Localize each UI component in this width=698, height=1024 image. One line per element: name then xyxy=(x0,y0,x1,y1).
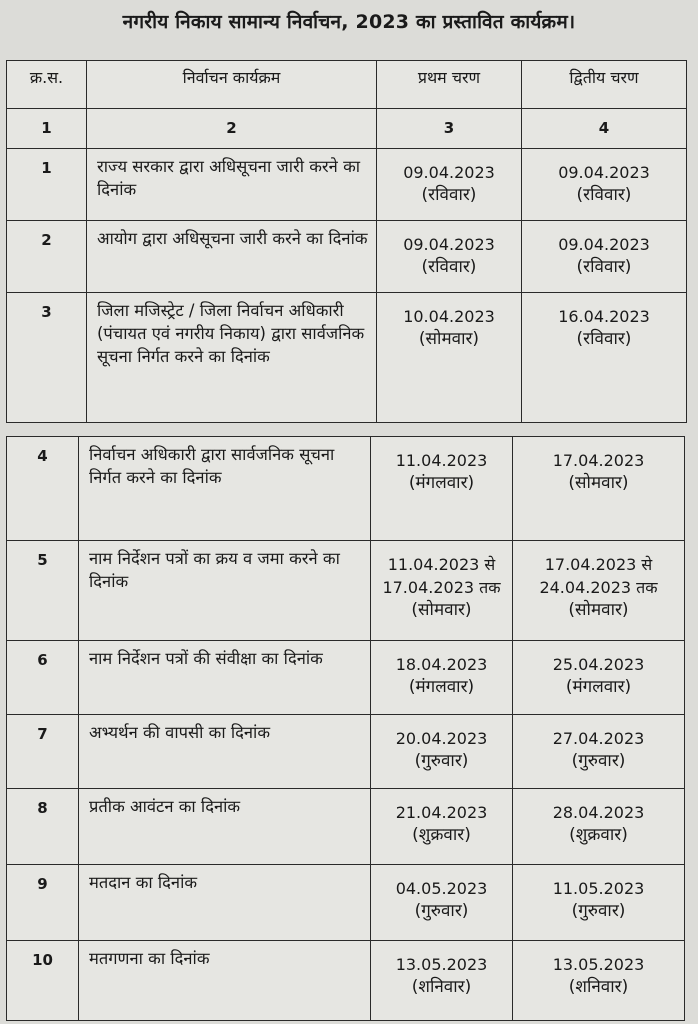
phase2-cell xyxy=(513,541,685,641)
column-index: 3 xyxy=(377,109,522,149)
phase1-day: (मंगलवार) xyxy=(408,473,475,493)
phase1-cell xyxy=(371,941,513,1021)
phase2-cell xyxy=(522,221,687,293)
table-row xyxy=(7,221,687,293)
phase1-date: 20.04.2023 xyxy=(395,729,488,748)
phase1-cell xyxy=(371,715,513,789)
row-description: निर्वाचन अधिकारी द्वारा सार्वजनिक सूचना निर्गत करने का दिनांक xyxy=(79,437,371,541)
phase2-cell xyxy=(513,437,685,541)
row-description: राज्य सरकार द्वारा अधिसूचना जारी करने का दिनांक xyxy=(87,149,377,221)
phase2-day: (गुरुवार) xyxy=(571,751,626,771)
row-description: नाम निर्देशन पत्रों का क्रय व जमा करने का दिनांक xyxy=(79,541,371,641)
table-row xyxy=(7,715,685,789)
phase2-date: 13.05.2023 xyxy=(552,955,645,974)
phase2-date: 17.04.2023 xyxy=(552,451,645,470)
row-description: मतगणना का दिनांक xyxy=(79,941,371,1021)
phase1-date: 09.04.2023 xyxy=(403,163,495,182)
row-description: प्रतीक आवंटन का दिनांक xyxy=(79,789,371,865)
phase2-cell xyxy=(513,789,685,865)
phase1-cell xyxy=(371,865,513,941)
phase1-cell xyxy=(371,641,513,715)
phase2-date: 09.04.2023 xyxy=(558,163,650,182)
header-phase1: प्रथम चरण xyxy=(377,61,522,109)
row-number: 4 xyxy=(7,437,79,541)
phase2-cell xyxy=(522,293,687,423)
phase2-date: 25.04.2023 xyxy=(552,655,645,674)
header-sno: क्र.स. xyxy=(7,61,87,109)
phase1-day: (शुक्रवार) xyxy=(412,825,471,845)
row-description: जिला मजिस्ट्रेट / जिला निर्वाचन अधिकारी (पंचायत एवं नगरीय निकाय) द्वारा सार्वजनिक सूचना निर्गत करने का दिनांक xyxy=(87,293,377,423)
table-row xyxy=(7,789,685,865)
phase1-cell xyxy=(371,437,513,541)
phase1-day: (रविवार) xyxy=(421,185,477,205)
row-number: 2 xyxy=(7,221,87,293)
row-description: नाम निर्देशन पत्रों की संवीक्षा का दिनांक xyxy=(79,641,371,715)
schedule-table-part-1 xyxy=(6,60,687,423)
table-row xyxy=(7,149,687,221)
phase2-date: 16.04.2023 xyxy=(558,307,650,326)
phase2-cell xyxy=(513,715,685,789)
phase1-day: (सोमवार) xyxy=(418,329,480,349)
phase1-day: (गुरुवार) xyxy=(414,901,469,921)
phase1-cell xyxy=(371,789,513,865)
row-description: मतदान का दिनांक xyxy=(79,865,371,941)
phase2-day: (मंगलवार) xyxy=(565,677,632,697)
header-program: निर्वाचन कार्यक्रम xyxy=(87,61,377,109)
phase1-cell xyxy=(377,221,522,293)
phase1-day: (रविवार) xyxy=(421,257,477,277)
phase2-day: (रविवार) xyxy=(576,329,632,349)
phase1-date: 13.05.2023 xyxy=(395,955,488,974)
phase1-day: (शनिवार) xyxy=(411,977,472,997)
table-row xyxy=(7,437,685,541)
phase2-date: 11.05.2023 xyxy=(552,879,645,898)
row-number: 9 xyxy=(7,865,79,941)
phase1-date: 11.04.2023 xyxy=(395,451,488,470)
header-phase2: द्वितीय चरण xyxy=(522,61,687,109)
row-description: आयोग द्वारा अधिसूचना जारी करने का दिनांक xyxy=(87,221,377,293)
phase1-day: (सोमवार) xyxy=(411,600,472,620)
column-index: 2 xyxy=(87,109,377,149)
phase1-date: 18.04.2023 xyxy=(395,655,488,674)
row-number: 5 xyxy=(7,541,79,641)
phase1-cell xyxy=(377,293,522,423)
table-row xyxy=(7,293,687,423)
schedule-table-part-2 xyxy=(6,436,685,1021)
table-row xyxy=(7,541,685,641)
phase2-date: 27.04.2023 xyxy=(552,729,645,748)
phase1-cell xyxy=(371,541,513,641)
row-number: 1 xyxy=(7,149,87,221)
page-title: नगरीय निकाय सामान्य निर्वाचन, 2023 का प्रस्तावित कार्यक्रम। xyxy=(122,11,576,33)
phase1-date: 21.04.2023 xyxy=(395,803,488,822)
table-row xyxy=(7,941,685,1021)
row-number: 10 xyxy=(7,941,79,1021)
phase2-day: (गुरुवार) xyxy=(571,901,626,921)
row-number: 6 xyxy=(7,641,79,715)
phase1-date: 10.04.2023 xyxy=(403,307,495,326)
phase2-cell xyxy=(513,641,685,715)
phase2-date: 28.04.2023 xyxy=(552,803,645,822)
phase2-cell xyxy=(513,865,685,941)
table-row xyxy=(7,641,685,715)
table-row xyxy=(7,865,685,941)
phase1-date: 09.04.2023 xyxy=(403,235,495,254)
column-index: 4 xyxy=(522,109,687,149)
phase2-cell xyxy=(513,941,685,1021)
phase1-date: 04.05.2023 xyxy=(395,879,488,898)
row-number: 7 xyxy=(7,715,79,789)
phase2-day: (शनिवार) xyxy=(568,977,629,997)
row-number: 8 xyxy=(7,789,79,865)
phase1-cell xyxy=(377,149,522,221)
phase1-day: (मंगलवार) xyxy=(408,677,475,697)
phase2-date: 09.04.2023 xyxy=(558,235,650,254)
phase2-day: (रविवार) xyxy=(576,257,632,277)
header-row xyxy=(7,61,687,109)
phase2-day: (रविवार) xyxy=(576,185,632,205)
phase2-date: 17.04.2023 से 24.04.2023 तक xyxy=(539,555,658,597)
phase2-day: (सोमवार) xyxy=(568,473,629,493)
column-index-row xyxy=(7,109,687,149)
row-description: अभ्यर्थन की वापसी का दिनांक xyxy=(79,715,371,789)
row-number: 3 xyxy=(7,293,87,423)
phase1-date: 11.04.2023 से 17.04.2023 तक xyxy=(382,555,501,597)
phase2-day: (शुक्रवार) xyxy=(569,825,628,845)
phase2-day: (सोमवार) xyxy=(568,600,629,620)
column-index: 1 xyxy=(7,109,87,149)
phase1-day: (गुरुवार) xyxy=(414,751,469,771)
phase2-cell xyxy=(522,149,687,221)
